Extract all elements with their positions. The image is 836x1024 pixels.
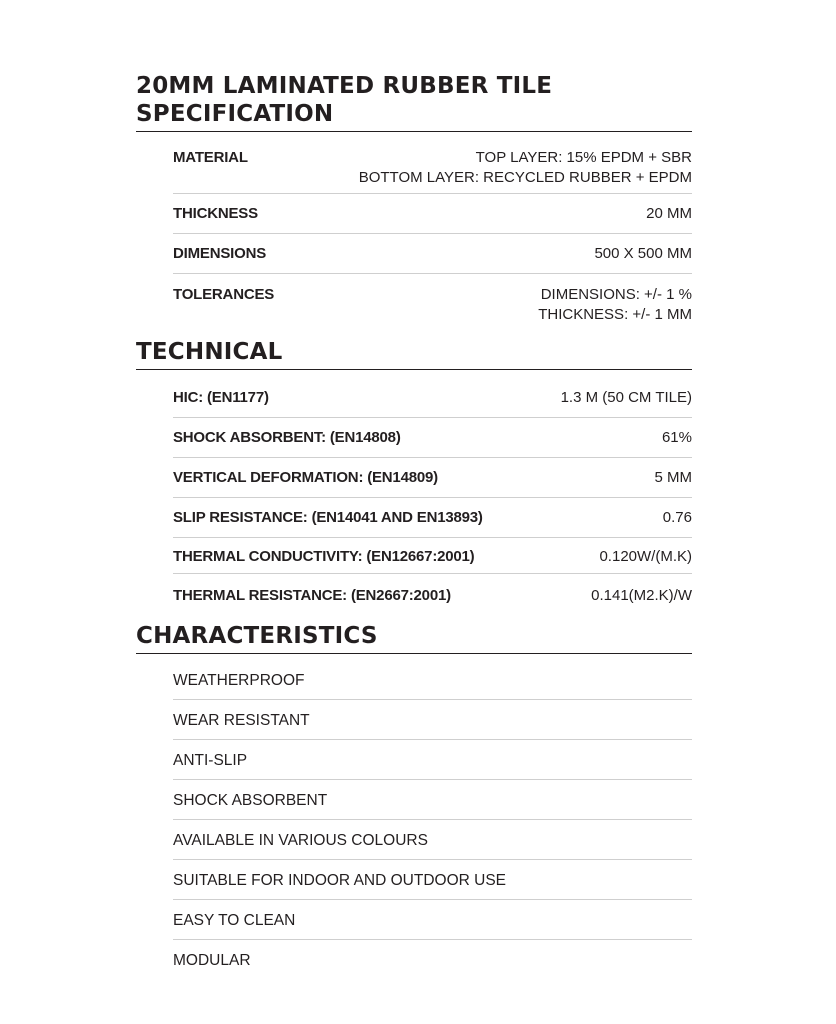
technical-table	[173, 378, 692, 614]
technical-row	[173, 458, 692, 498]
list-item	[173, 860, 692, 900]
technical-title: TECHNICAL	[136, 338, 692, 370]
characteristic-text: SHOCK ABSORBENT	[173, 792, 328, 809]
spec-row-thickness	[173, 194, 692, 234]
list-item	[173, 660, 692, 700]
technical-section	[136, 338, 692, 614]
technical-row	[173, 378, 692, 418]
spec-value-line: 20 MM	[646, 205, 692, 222]
specification-table	[173, 142, 692, 323]
characteristic-text: MODULAR	[173, 952, 251, 969]
spec-row-tolerances	[173, 274, 692, 323]
characteristic-text: WEAR RESISTANT	[173, 712, 310, 729]
spec-value-line: DIMENSIONS: +/- 1 %	[540, 286, 692, 303]
spec-value	[646, 204, 692, 224]
technical-label: THERMAL RESISTANCE: (EN2667:2001)	[173, 587, 451, 604]
spec-sheet	[136, 72, 692, 980]
characteristic-text: ANTI-SLIP	[173, 752, 248, 769]
spec-value-line: BOTTOM LAYER: RECYCLED RUBBER + EPDM	[358, 169, 692, 186]
spec-value	[538, 285, 692, 325]
spec-label: DIMENSIONS	[173, 245, 267, 262]
spec-label: MATERIAL	[173, 149, 248, 166]
technical-row	[173, 498, 692, 538]
technical-label: SHOCK ABSORBENT: (EN14808)	[173, 429, 401, 446]
spec-value-line: TOP LAYER: 15% EPDM + SBR	[475, 149, 692, 166]
spec-value-line: 500 X 500 MM	[594, 245, 692, 262]
technical-label: THERMAL CONDUCTIVITY: (EN12667:2001)	[173, 548, 475, 565]
technical-value: 1.3 M (50 CM TILE)	[560, 389, 692, 406]
spec-row-material	[173, 142, 692, 194]
characteristics-section	[136, 622, 692, 980]
spec-value-line: THICKNESS: +/- 1 MM	[538, 306, 692, 323]
characteristic-text: AVAILABLE IN VARIOUS COLOURS	[173, 832, 428, 849]
technical-row	[173, 418, 692, 458]
technical-label: SLIP RESISTANCE: (EN14041 AND EN13893)	[173, 509, 483, 526]
list-item	[173, 940, 692, 980]
characteristic-text: SUITABLE FOR INDOOR AND OUTDOOR USE	[173, 872, 507, 889]
list-item	[173, 700, 692, 740]
technical-value: 0.76	[662, 509, 692, 526]
specification-title: 20MM LAMINATED RUBBER TILE SPECIFICATION	[136, 72, 692, 132]
characteristic-text: WEATHERPROOF	[173, 672, 305, 689]
technical-label: HIC: (EN1177)	[173, 389, 269, 406]
spec-label: TOLERANCES	[173, 286, 275, 303]
list-item	[173, 900, 692, 940]
technical-label: VERTICAL DEFORMATION: (EN14809)	[173, 469, 438, 486]
specification-section	[136, 72, 692, 323]
technical-value: 0.141(M2.K)/W	[591, 587, 692, 604]
list-item	[173, 780, 692, 820]
technical-row	[173, 538, 692, 574]
technical-value: 0.120W/(M.K)	[599, 548, 692, 565]
list-item	[173, 740, 692, 780]
characteristic-text: EASY TO CLEAN	[173, 912, 296, 929]
technical-value: 5 MM	[654, 469, 692, 486]
spec-value	[359, 148, 692, 188]
list-item	[173, 820, 692, 860]
spec-row-dimensions	[173, 234, 692, 274]
characteristics-title: CHARACTERISTICS	[136, 622, 692, 654]
spec-value	[594, 244, 692, 264]
technical-value: 61%	[661, 429, 692, 446]
spec-label: THICKNESS	[173, 205, 258, 222]
technical-row	[173, 574, 692, 614]
characteristics-list	[173, 660, 692, 980]
